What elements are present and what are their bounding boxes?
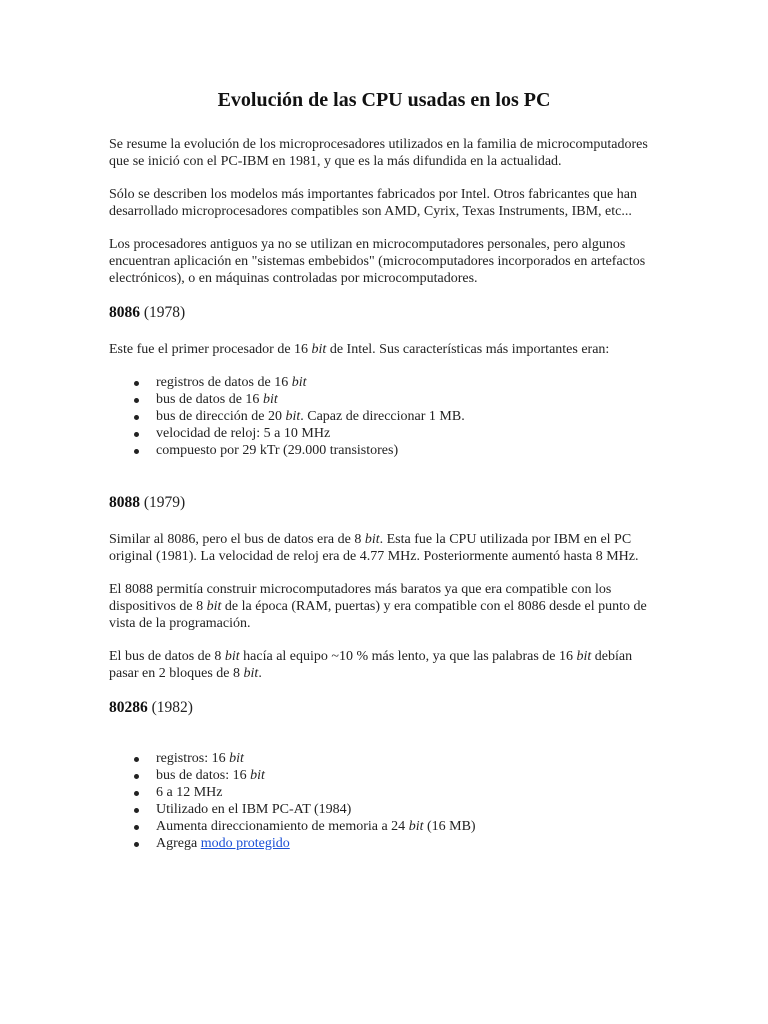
section-year: (1979)	[143, 494, 186, 511]
intro-paragraph-3: Los procesadores antiguos ya no se utilizan en microcomputadores personales, pero algunos encuentran aplicación en "sistemas embebidos" (microcomputadores incorporados en artefactos electrónicos), o en máquinas controladas por microcomputadores.	[109, 237, 646, 286]
section-8088-paragraph-3: El bus de datos de 8 bit hacía al equipo ~10 % más lento, ya que las palabras de 16 bit debían pasar en 2 bloques de 8 bit.	[109, 649, 633, 681]
list-item: Utilizado en el IBM PC-AT (1984)	[156, 801, 659, 818]
intro-paragraph-2: Sólo se describen los modelos más importantes fabricados por Intel. Otros fabricantes que han desarrollado microprocesadores compatibles son AMD, Cyrix, Texas Instruments, IBM, etc...	[109, 187, 637, 219]
list-item: compuesto por 29 kTr (29.000 transistores)	[156, 442, 659, 459]
section-8088-paragraph-2: El 8088 permitía construir microcomputadores más baratos ya que era compatible con los dispositivos de 8 bit de la época (RAM, puertas) y era compatible con el 8086 desde el punto de vista de la programación.	[109, 582, 647, 631]
section-heading-8088	[109, 493, 659, 513]
section-heading-8086	[109, 303, 659, 323]
list-item: bus de datos: 16 bit	[156, 767, 659, 784]
list-item: Agrega modo protegido	[156, 835, 659, 852]
list-item: registros de datos de 16 bit	[156, 374, 659, 391]
section-80286-list	[109, 750, 659, 852]
list-item: 6 a 12 MHz	[156, 784, 659, 801]
list-item: velocidad de reloj: 5 a 10 MHz	[156, 425, 659, 442]
page-title: Evolución de las CPU usadas en los PC	[217, 89, 551, 111]
list-item: bus de datos de 16 bit	[156, 391, 659, 408]
section-year: (1982)	[151, 699, 193, 716]
list-item: bus de dirección de 20 bit. Capaz de direccionar 1 MB.	[156, 408, 659, 425]
list-item: registros: 16 bit	[156, 750, 659, 767]
modo-protegido-link[interactable]: modo protegido	[200, 836, 290, 851]
section-name: 8088	[109, 494, 140, 511]
intro-paragraph-1: Se resume la evolución de los microprocesadores utilizados en la familia de microcomputadores que se inició con el PC-IBM en 1981, y que es la más difundida en la actualidad.	[109, 137, 648, 169]
section-8088-paragraph-1: Similar al 8086, pero el bus de datos era de 8 bit. Esta fue la CPU utilizada por IBM en el PC original (1981). La velocidad de reloj era de 4.77 MHz. Posteriormente aumentó hasta 8 MHz.	[109, 532, 639, 564]
section-8086-description: Este fue el primer procesador de 16 bit de Intel. Sus características más importantes eran:	[109, 342, 610, 357]
section-8086-list	[109, 374, 659, 459]
section-heading-80286	[109, 698, 659, 718]
section-year: (1978)	[143, 304, 186, 321]
section-name: 8086	[109, 304, 140, 321]
document-page	[109, 86, 659, 868]
list-item: Aumenta direccionamiento de memoria a 24 bit (16 MB)	[156, 818, 659, 835]
section-name: 80286	[109, 699, 148, 716]
